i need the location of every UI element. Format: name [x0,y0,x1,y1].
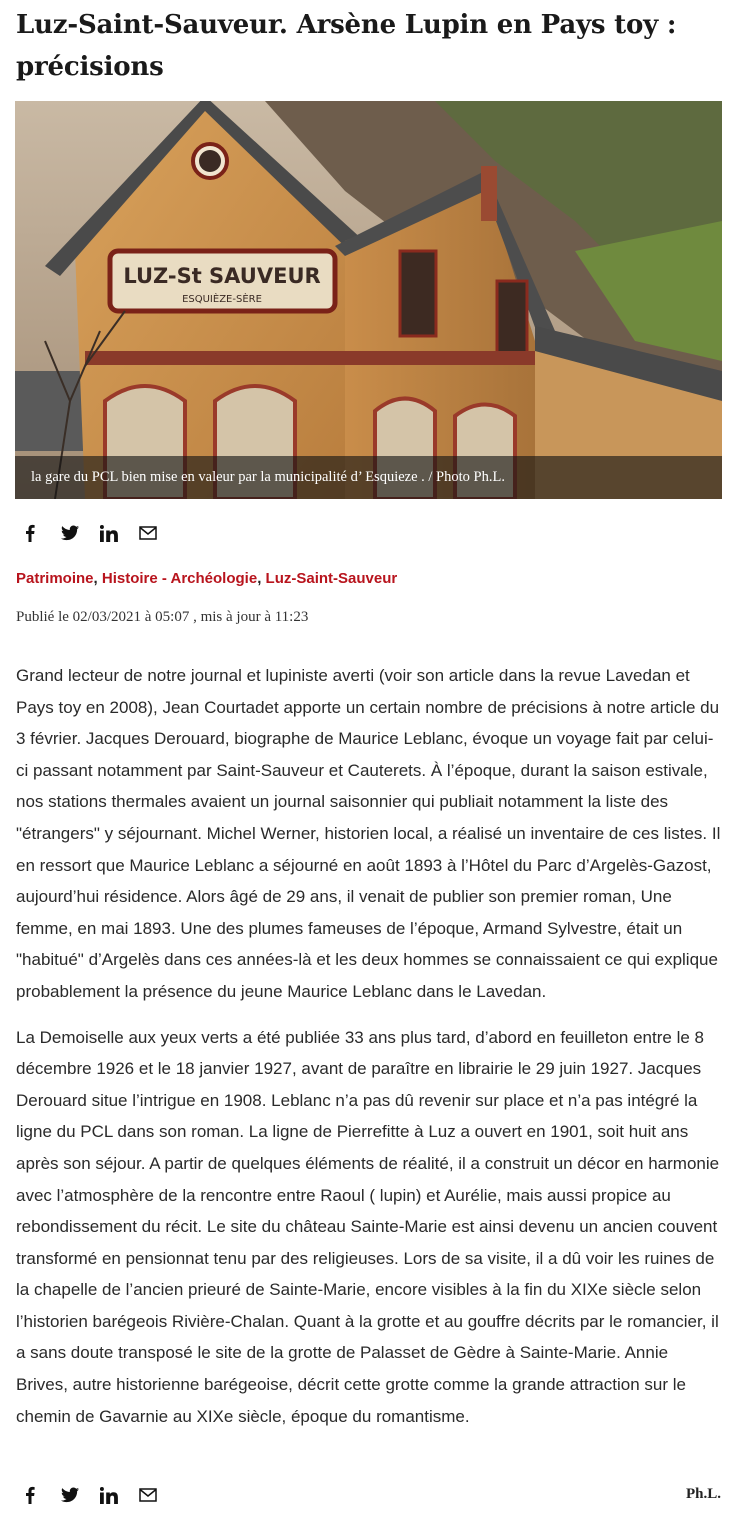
sign-text: LUZ-St SAUVEUR [123,264,321,288]
article-tags [16,570,397,587]
tag-link-luz-saint-sauveur[interactable]: Luz-Saint-Sauveur [265,570,398,587]
article-photo [15,101,722,499]
twitter-icon[interactable] [61,1481,100,1509]
author-signature: Ph.L. [685,1486,721,1502]
article-body [16,660,722,1446]
linkedin-icon[interactable] [100,519,139,547]
mail-icon[interactable] [139,1481,178,1509]
share-bar-top [22,519,178,547]
tag-separator: , [93,570,102,587]
photo-caption: la gare du PCL bien mise en valeur par la municipalité d’ Esquieze . / Photo Ph.L. [15,456,722,499]
publication-date: Publié le 02/03/2021 à 05:07 , mis à jour à 11:23 [16,609,309,625]
station-photo-image [15,101,722,499]
article-title: Luz-Saint-Sauveur. Arsène Lupin en Pays toy : précisions [16,10,677,82]
sign-subtext: ESQUIÈZE-SÈRE [182,294,262,305]
facebook-icon[interactable] [22,1481,61,1509]
mail-icon[interactable] [139,519,178,547]
share-bar-bottom [22,1481,178,1509]
twitter-icon[interactable] [61,519,100,547]
tag-separator: , [257,570,266,587]
facebook-icon[interactable] [22,519,61,547]
tag-link-histoire-archeologie[interactable]: Histoire - Archéologie [101,570,258,587]
article-paragraph: Grand lecteur de notre journal et lupiniste averti (voir son article dans la revue Lavedan et Pays toy en 2008), Jean Courtadet apporte un certain nombre de précisions à notre article du 3 février. Jacques Derouard, biographe de Maurice Leblanc, évoque un voyage fait par celui-ci passant notamment par Saint-Sauveur et Cauterets. À l’époque, durant la saison estivale, nos stations thermales avaient un journal saisonnier qui publiait notamment la liste des "étrangers" y séjournant. Michel Werner, historien local, a réalisé un inventaire de ces listes. Il en ressort que Maurice Leblanc a séjourné en août 1893 à l’Hôtel du Parc d’Argelès-Gazost, aujourd’hui résidence. Alors âgé de 29 ans, il venait de publier son premier roman, Une femme, en mai 1893. Une des plumes fameuses de l’époque, Armand Sylvestre, était un "habitué" d’Argelès dans ces années-là et les deux hommes se connaissaient ce qui explique probablement la présence du jeune Maurice Leblanc dans le Lavedan. [16,666,721,1001]
article-paragraph: La Demoiselle aux yeux verts a été publiée 33 ans plus tard, d’abord en feuilleton entre le 8 décembre 1926 et le 18 janvier 1927, avant de paraître en librairie le 29 juin 1927. Jacques Derouard situe l’intrigue en 1908. Leblanc n’a pas dû revenir sur place et n’a pas intégré la ligne du PCL dans son roman. La ligne de Pierrefitte à Luz a ouvert en 1901, soit huit ans après son séjour. A partir de quelques éléments de réalité, il a construit un décor en harmonie avec l’atmosphère de la rencontre entre Raoul ( lupin) et Aurélie, mais aussi propice au rebondissement du récit. Le site du château Sainte-Marie est ainsi devenu un ancien couvent transformé en pensionnat tenu par des religieuses. Lors de sa visite, il a dû voir les ruines de la chapelle de l’ancien prieuré de Sainte-Marie, encore visibles à la fin du XIXe siècle selon l’historien barégeois Rivière-Chalan. Quant à la grotte et au gouffre décrits par le romancier, il a sans doute transposé le site de la grotte de Palasset de Gèdre à Sainte-Marie. Annie Brives, autre historienne barégeoise, décrit cette grotte comme la grande attraction sur le chemin de Gavarnie au XIXe siècle, époque du romantisme. [16,1027,720,1426]
tag-link-patrimoine[interactable]: Patrimoine [16,570,94,587]
linkedin-icon[interactable] [100,1481,139,1509]
